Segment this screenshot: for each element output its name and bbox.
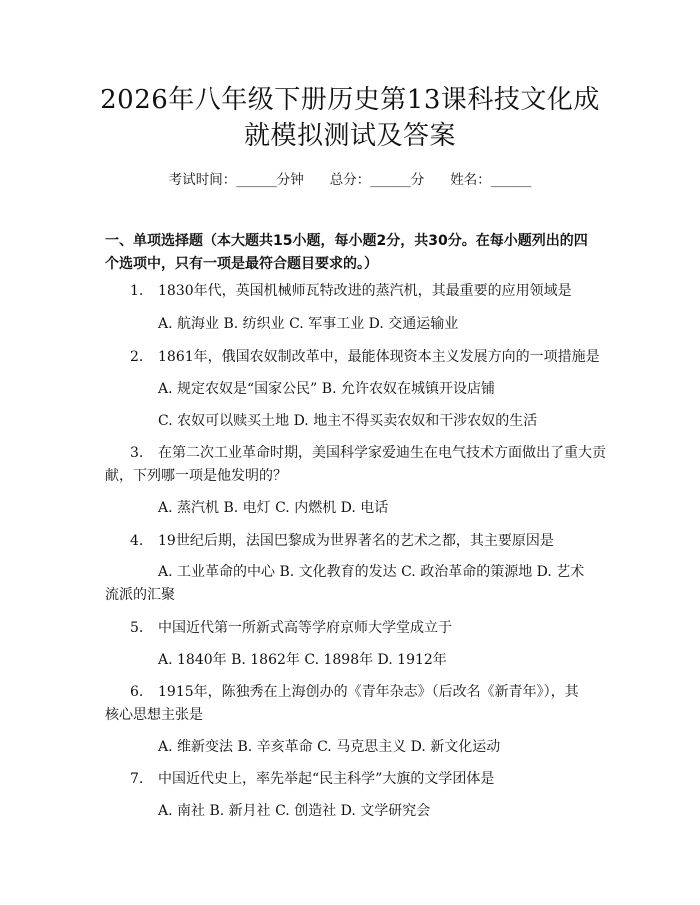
- question-3-options: A. 蒸汽机 B. 电灯 C. 内燃机 D. 电话: [158, 500, 389, 516]
- question-number: 3.: [130, 445, 144, 461]
- question-6-stem-line-1: [130, 681, 579, 703]
- question-7-options: A. 南社 B. 新月社 C. 创造社 D. 文学研究会: [158, 803, 431, 819]
- question-7-stem: [130, 768, 494, 790]
- question-5-options: A. 1840年 B. 1862年 C. 1898年 D. 1912年: [158, 652, 447, 668]
- question-text: 1915年，陈独秀在上海创办的《青年杂志》（后改名《新青年》），其: [158, 684, 579, 700]
- question-1-stem: [130, 280, 572, 302]
- question-6-options: A. 维新变法 B. 辛亥革命 C. 马克思主义 D. 新文化运动: [158, 739, 501, 755]
- question-3-stem-line-2: 献，下列哪一项是他发明的？: [105, 468, 287, 484]
- question-text: 1830年代，英国机械师瓦特改进的蒸汽机，其最重要的应用领域是: [158, 283, 572, 299]
- section-heading-line-2: 个选项中，只有一项是最符合题目要求的。）: [105, 256, 378, 272]
- question-number: 1.: [130, 283, 144, 299]
- section-heading-line-1: 一、单项选择题（本大题共15小题，每小题2分，共30分。在每小题列出的四: [105, 233, 588, 249]
- question-number: 7.: [130, 771, 144, 787]
- question-4-options-line-2: 流派的汇聚: [105, 587, 175, 603]
- question-6-stem-line-2: 核心思想主张是: [105, 707, 203, 723]
- exam-time-label: 考试时间：______分钟: [168, 172, 304, 188]
- question-number: 6.: [130, 684, 144, 700]
- question-5-stem: [130, 617, 452, 639]
- question-text: 19世纪后期，法国巴黎成为世界著名的艺术之都，其主要原因是: [158, 533, 554, 549]
- page-title-line-1: 2026年八年级下册历史第13课科技文化成: [100, 85, 600, 115]
- total-score-label: 总分：______分: [329, 172, 425, 188]
- question-2-options-line-2: C. 农奴可以赎买土地 D. 地主不得买卖农奴和干涉农奴的生活: [158, 413, 538, 429]
- question-number: 4.: [130, 533, 144, 549]
- page-title-line-2: 就模拟测试及答案: [243, 121, 456, 151]
- question-number: 5.: [130, 620, 144, 636]
- question-2-options-line-1: A. 规定农奴是“国家公民” B. 允许农奴在城镇开设店铺: [158, 381, 495, 397]
- question-2-stem: [130, 346, 600, 368]
- question-text: 中国近代史上，率先举起“民主科学”大旗的文学团体是: [158, 771, 495, 787]
- question-text: 中国近代第一所新式高等学府京师大学堂成立于: [158, 620, 452, 636]
- exam-meta: [0, 168, 700, 188]
- question-text: 在第二次工业革命时期，美国科学家爱迪生在电气技术方面做出了重大贡: [158, 445, 606, 461]
- question-number: 2.: [130, 349, 144, 365]
- student-name-label: 姓名：______: [450, 172, 532, 188]
- question-text: 1861年，俄国农奴制改革中，最能体现资本主义发展方向的一项措施是: [158, 349, 600, 365]
- question-4-stem: [130, 530, 554, 552]
- question-1-options: A. 航海业 B. 纺织业 C. 军事工业 D. 交通运输业: [158, 316, 459, 332]
- question-4-options-line-1: A. 工业革命的中心 B. 文化教育的发达 C. 政治革命的策源地 D. 艺术: [158, 564, 585, 580]
- question-3-stem-line-1: [130, 442, 606, 464]
